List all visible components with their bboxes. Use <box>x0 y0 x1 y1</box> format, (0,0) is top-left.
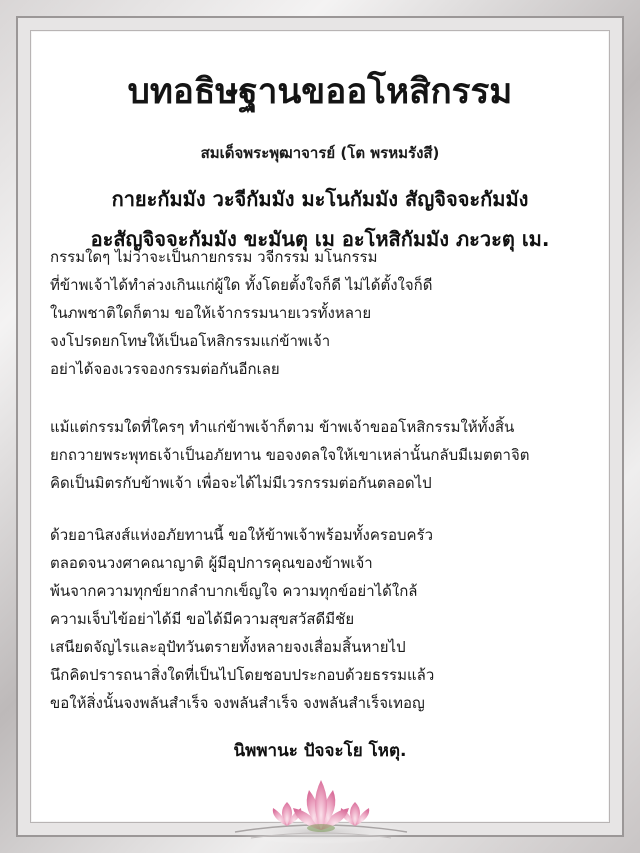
document-paper <box>30 30 610 823</box>
text-line: ด้วยอานิสงส์แห่งอภัยทานนี้ ขอให้ข้าพเจ้าพร้อมทั้งครอบครัว <box>50 526 433 544</box>
stanza-3 <box>50 521 610 717</box>
text-line: ขอให้สิ่งนั้นจงพลันสำเร็จ จงพลันสำเร็จ จงพลันสำเร็จเทอญ <box>50 694 425 712</box>
document-title: บทอธิษฐานขออโหสิกรรม <box>127 72 513 112</box>
text-line: นึกคิดปรารถนาสิ่งใดที่เป็นไปโดยชอบประกอบด้วยธรรมแล้ว <box>50 666 435 684</box>
text-line: อย่าได้จองเวรจองกรรมต่อกันอีกเลย <box>50 360 280 378</box>
text-line: จงโปรดยกโทษให้เป็นอโหสิกรรมแก่ข้าพเจ้า <box>50 332 331 350</box>
lotus-flower-icon <box>231 766 411 850</box>
text-line: ที่ข้าพเจ้าได้ทำล่วงเกินแก่ผู้ใด ทั้งโดยตั้งใจก็ดี ไม่ได้ตั้งใจก็ดี <box>50 276 433 294</box>
stanza-2 <box>50 413 610 497</box>
author-line: สมเด็จพระพุฒาจารย์ (โต พรหมรังสี) <box>200 144 440 162</box>
text-line: เสนียดจัญไรและอุปัทวันตรายทั้งหลายจงเสื่อมสิ้นหายไป <box>50 638 406 656</box>
text-line: ตลอดจนวงศาคณาญาติ ผู้มีอุปการคุณของข้าพเจ้า <box>50 554 373 572</box>
stanza-1 <box>50 243 610 383</box>
text-line: กรรมใดๆ ไม่ว่าจะเป็นกายกรรม วจีกรรม มโนกรรม <box>50 248 378 266</box>
pali-verse-line: กายะกัมมัง วะจีกัมมัง มะโนกัมมัง สัญจิจจะกัมมัง <box>111 187 529 211</box>
text-line: พ้นจากความทุกข์ยากลำบากเข็ญใจ ความทุกข์อย่าได้ใกล้ <box>50 582 418 600</box>
closing-line: นิพพานะ ปัจจะโย โหตุ. <box>233 741 407 761</box>
text-line: ในภพชาติใดก็ตาม ขอให้เจ้ากรรมนายเวรทั้งหลาย <box>50 304 372 322</box>
text-line: คิดเป็นมิตรกับข้าพเจ้า เพื่อจะได้ไม่มีเวรกรรมต่อกันตลอดไป <box>50 474 432 492</box>
pali-verse-line: อะสัญจิจจะกัมมัง ขะมันตุ เม อะโหสิกัมมัง ภะวะตุ เม. <box>90 227 550 251</box>
text-line: แม้แต่กรรมใดที่ใครๆ ทำแก่ข้าพเจ้าก็ตาม ข้าพเจ้าขออโหสิกรรมให้ทั้งสิ้น <box>50 418 515 436</box>
text-line: ความเจ็บไข้อย่าได้มี ขอได้มีความสุขสวัสดีมีชัย <box>50 610 355 628</box>
text-line: ยกถวายพระพุทธเจ้าเป็นอภัยทาน ขอจงดลใจให้เขาเหล่านั้นกลับมีเมตตาจิต <box>50 446 530 464</box>
